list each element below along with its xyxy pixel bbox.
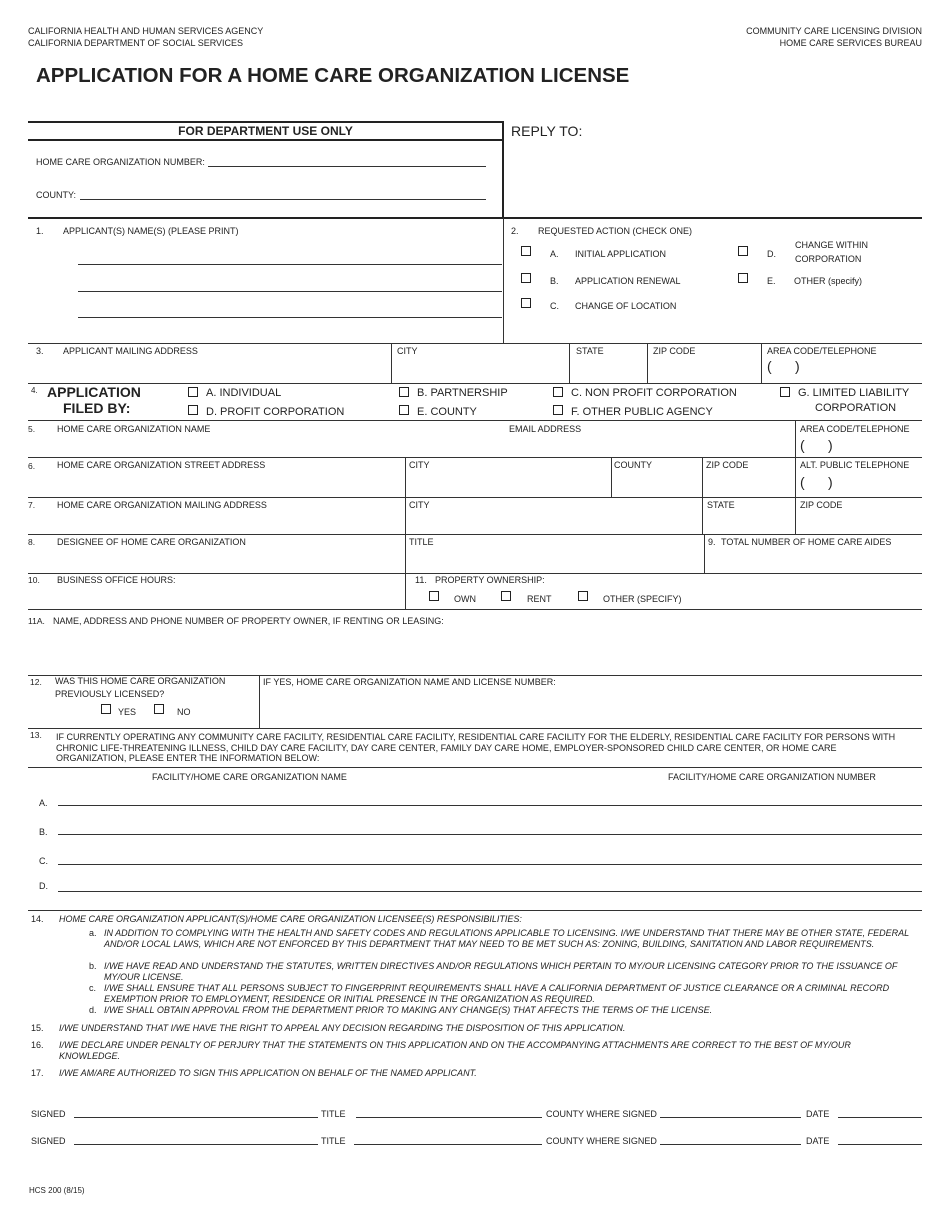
section-number: 9. bbox=[708, 537, 716, 547]
authorization-statement: I/WE AM/ARE AUTHORIZED TO SIGN THIS APPLICATION ON BEHALF OF THE NAMED APPLICANT. bbox=[59, 1068, 477, 1078]
department-use-heading: FOR DEPARTMENT USE ONLY bbox=[178, 124, 353, 138]
phone-label[interactable]: AREA CODE/TELEPHONE bbox=[767, 346, 877, 356]
previously-licensed-label: WAS THIS HOME CARE ORGANIZATION bbox=[55, 676, 226, 686]
section-number: 7. bbox=[28, 500, 36, 510]
other-ownership-label: OTHER (SPECIFY) bbox=[603, 594, 682, 604]
signed-label: SIGNED bbox=[31, 1136, 66, 1146]
zip-label[interactable]: ZIP CODE bbox=[653, 346, 696, 356]
facility-row-a[interactable] bbox=[58, 805, 922, 806]
change-of-location-label: CHANGE OF LOCATION bbox=[575, 301, 677, 311]
filed-by-label-2: FILED BY: bbox=[63, 400, 131, 416]
agency-name-2: CALIFORNIA DEPARTMENT OF SOCIAL SERVICES bbox=[28, 38, 244, 48]
zip-label[interactable]: ZIP CODE bbox=[706, 460, 749, 470]
section-number: 10. bbox=[28, 575, 40, 585]
other-specify-checkbox[interactable] bbox=[738, 273, 748, 283]
application-renewal-label: APPLICATION RENEWAL bbox=[575, 276, 681, 286]
title-field[interactable] bbox=[356, 1117, 542, 1118]
facility-row-d[interactable] bbox=[58, 891, 922, 892]
partnership-checkbox[interactable] bbox=[399, 387, 409, 397]
applicant-names-label: APPLICANT(S) NAME(S) (PLEASE PRINT) bbox=[63, 226, 239, 236]
applicant-name-line-1[interactable] bbox=[78, 264, 502, 265]
profit-corporation-checkbox[interactable] bbox=[188, 405, 198, 415]
facility-number-column-header: FACILITY/HOME CARE ORGANIZATION NUMBER bbox=[668, 772, 876, 782]
previous-license-label[interactable]: IF YES, HOME CARE ORGANIZATION NAME AND LICENSE NUMBER: bbox=[263, 677, 556, 687]
email-label[interactable]: EMAIL ADDRESS bbox=[509, 424, 582, 434]
item-letter: c. bbox=[89, 983, 97, 993]
limited-liability-corporation-checkbox[interactable] bbox=[780, 387, 790, 397]
change-of-location-checkbox[interactable] bbox=[521, 298, 531, 308]
date-label: DATE bbox=[806, 1109, 830, 1119]
facility-row-b[interactable] bbox=[58, 834, 922, 835]
org-mailing-address-label[interactable]: HOME CARE ORGANIZATION MAILING ADDRESS bbox=[57, 500, 267, 510]
initial-application-label: INITIAL APPLICATION bbox=[575, 249, 667, 259]
own-label: OWN bbox=[454, 594, 476, 604]
area-code-parens: ( ) bbox=[800, 474, 833, 490]
individual-label: A. INDIVIDUAL bbox=[206, 387, 282, 399]
other-public-agency-label: F. OTHER PUBLIC AGENCY bbox=[571, 406, 713, 418]
change-within-corporation-checkbox[interactable] bbox=[738, 246, 748, 256]
facility-name-column-header: FACILITY/HOME CARE ORGANIZATION NAME bbox=[152, 772, 347, 782]
county-option-label: E. COUNTY bbox=[417, 406, 477, 418]
item-letter: a. bbox=[89, 928, 97, 938]
responsibility-b: I/WE HAVE READ AND UNDERSTAND THE STATUTES, WRITTEN DIRECTIVES AND/OR REGULATIONS WHICH PERTAIN TO MY/OUR LICENSING CATEGORY PRIOR TO THE ISSUANCE OF MY/OUR LICENSE. bbox=[104, 961, 898, 982]
section-number: 15. bbox=[31, 1023, 44, 1033]
state-label[interactable]: STATE bbox=[576, 346, 604, 356]
title-field[interactable] bbox=[354, 1144, 542, 1145]
agency-name-1: CALIFORNIA HEALTH AND HUMAN SERVICES AGENCY bbox=[28, 26, 264, 36]
no-label: NO bbox=[177, 707, 191, 717]
business-hours-label[interactable]: BUSINESS OFFICE HOURS: bbox=[57, 575, 176, 585]
city-label[interactable]: CITY bbox=[409, 460, 430, 470]
org-number-field[interactable] bbox=[208, 166, 486, 167]
section-number: 2. bbox=[511, 226, 519, 236]
option-letter: A. bbox=[550, 249, 559, 259]
change-within-corporation-label: CHANGE WITHIN bbox=[795, 240, 868, 250]
responsibility-d: I/WE SHALL OBTAIN APPROVAL FROM THE DEPARTMENT PRIOR TO MAKING ANY CHANGE(S) THAT AFFECTS THE TERMS OF THE LICENSE. bbox=[104, 1005, 713, 1015]
row-letter: C. bbox=[39, 856, 48, 866]
organization-name-label[interactable]: HOME CARE ORGANIZATION NAME bbox=[57, 424, 211, 434]
zip-label[interactable]: ZIP CODE bbox=[800, 500, 843, 510]
section-number: 4. bbox=[31, 386, 38, 395]
appeal-right-statement: I/WE UNDERSTAND THAT I/WE HAVE THE RIGHT TO APPEAL ANY DECISION REGARDING THE DISPOSITION OF THIS APPLICATION. bbox=[59, 1023, 626, 1033]
title-label[interactable]: TITLE bbox=[409, 537, 434, 547]
responsibility-a: IN ADDITION TO COMPLYING WITH THE HEALTH AND SAFETY CODES AND REGULATIONS APPLICABLE TO LICENSING. I/WE UNDERSTAND THAT THERE MAY BE OTHER STATE, FEDERAL AND/OR LOCAL LAWS, WHICH ARE NOT ENFORCED BY THIS DEPARTMENT THAT MAY NEED TO BE MET SUCH AS: ZONING, BUILDING, SANITATION AND LABOR REQUIREMENTS. bbox=[104, 928, 909, 949]
section-number: 12. bbox=[30, 677, 42, 687]
facility-row-c[interactable] bbox=[58, 864, 922, 865]
city-label[interactable]: CITY bbox=[409, 500, 430, 510]
current-facilities-instructions: IF CURRENTLY OPERATING ANY COMMUNITY CARE FACILITY, RESIDENTIAL CARE FACILITY, RESIDENTIAL CARE FACILITY FOR THE ELDERLY, RESIDENTIAL CARE FACILITY FOR PERSONS WITH CHRONIC LIFE-THREATENING ILLNESS, CHILD DAY CARE FACILITY, DAY CARE CENTER, FAMILY DAY CARE HOME, EMPLOYER-SPONSORED CHILD CARE CENTER, OR HOME CARE ORGANIZATION, PLEASE ENTER THE INFORMATION BELOW: bbox=[56, 732, 896, 763]
responsibility-c: I/WE SHALL ENSURE THAT ALL PERSONS SUBJECT TO FINGERPRINT REQUIREMENTS SHALL HAVE A CALIFORNIA DEPARTMENT OF JUSTICE CLEARANCE OR A CRIMINAL RECORD EXEMPTION PRIOR TO EMPLOYMENT, RESIDENCE OR INITIAL PRESENCE IN THE ORGANIZATION AS REQUIRED. bbox=[104, 983, 890, 1004]
option-letter: B. bbox=[550, 276, 559, 286]
property-ownership-label: PROPERTY OWNERSHIP: bbox=[435, 575, 545, 585]
signed-label: SIGNED bbox=[31, 1109, 66, 1119]
county-signed-field[interactable] bbox=[660, 1117, 801, 1118]
item-letter: b. bbox=[89, 961, 97, 971]
section-number: 13. bbox=[30, 730, 42, 740]
section-number: 3. bbox=[36, 346, 44, 356]
option-letter: E. bbox=[767, 276, 776, 286]
property-owner-label[interactable]: NAME, ADDRESS AND PHONE NUMBER OF PROPERTY OWNER, IF RENTING OR LEASING: bbox=[53, 616, 444, 626]
designee-label[interactable]: DESIGNEE OF HOME CARE ORGANIZATION bbox=[57, 537, 246, 547]
section-number: 14. bbox=[31, 914, 44, 924]
title-label: TITLE bbox=[321, 1136, 346, 1146]
non-profit-corporation-label: C. NON PROFIT CORPORATION bbox=[571, 387, 737, 399]
application-renewal-checkbox[interactable] bbox=[521, 273, 531, 283]
change-within-corporation-label-2: CORPORATION bbox=[795, 254, 862, 264]
county-checkbox[interactable] bbox=[399, 405, 409, 415]
partnership-label: B. PARTNERSHIP bbox=[417, 387, 508, 399]
section-number: 16. bbox=[31, 1040, 44, 1050]
county-label[interactable]: COUNTY bbox=[614, 460, 652, 470]
own-checkbox[interactable] bbox=[429, 591, 439, 601]
area-code-parens: ( ) bbox=[767, 358, 800, 374]
division-name-1: COMMUNITY CARE LICENSING DIVISION bbox=[746, 26, 922, 36]
section-number: 11. bbox=[415, 575, 427, 585]
division-name-2: HOME CARE SERVICES BUREAU bbox=[779, 38, 922, 48]
perjury-declaration: I/WE DECLARE UNDER PENALTY OF PERJURY THAT THE STATEMENTS ON THIS APPLICATION AND ON THE ACCOMPANYING ATTACHMENTS ARE CORRECT TO THE BEST OF MY/OUR KNOWLEDGE. bbox=[59, 1040, 851, 1061]
applicant-name-line-3[interactable] bbox=[78, 317, 502, 318]
previously-licensed-no-checkbox[interactable] bbox=[154, 704, 164, 714]
section-number: 11A. bbox=[28, 616, 45, 626]
section-number: 17. bbox=[31, 1068, 44, 1078]
previously-licensed-label-2: PREVIOUSLY LICENSED? bbox=[55, 689, 165, 699]
county-signed-label: COUNTY WHERE SIGNED bbox=[546, 1109, 657, 1119]
city-label[interactable]: CITY bbox=[397, 346, 418, 356]
section-number: 6. bbox=[28, 461, 36, 471]
limited-liability-label-2: CORPORATION bbox=[815, 402, 897, 414]
row-letter: A. bbox=[39, 798, 48, 808]
signature-field[interactable] bbox=[74, 1117, 318, 1118]
county-field[interactable] bbox=[80, 199, 486, 200]
rent-label: RENT bbox=[527, 594, 552, 604]
non-profit-corporation-checkbox[interactable] bbox=[553, 387, 563, 397]
other-public-agency-checkbox[interactable] bbox=[553, 405, 563, 415]
county-signed-label: COUNTY WHERE SIGNED bbox=[546, 1136, 657, 1146]
option-letter: C. bbox=[550, 301, 559, 311]
date-label: DATE bbox=[806, 1136, 830, 1146]
rent-checkbox[interactable] bbox=[501, 591, 511, 601]
yes-label: YES bbox=[118, 707, 137, 717]
form-id: HCS 200 (8/15) bbox=[29, 1186, 85, 1195]
requested-action-label: REQUESTED ACTION (CHECK ONE) bbox=[538, 226, 693, 236]
filed-by-label: APPLICATION bbox=[47, 384, 141, 400]
option-letter: D. bbox=[767, 249, 776, 259]
total-aides-label[interactable]: TOTAL NUMBER OF HOME CARE AIDES bbox=[721, 537, 892, 547]
previously-licensed-yes-checkbox[interactable] bbox=[101, 704, 111, 714]
row-letter: B. bbox=[39, 827, 48, 837]
limited-liability-label: G. LIMITED LIABILITY bbox=[798, 387, 910, 399]
profit-corporation-label: D. PROFIT CORPORATION bbox=[206, 406, 345, 418]
alt-phone-label[interactable]: ALT. PUBLIC TELEPHONE bbox=[800, 460, 910, 470]
signature-field[interactable] bbox=[74, 1144, 318, 1145]
responsibilities-heading: HOME CARE ORGANIZATION APPLICANT(S)/HOME CARE ORGANIZATION LICENSEE(S) RESPONSIBILITIES: bbox=[59, 914, 522, 924]
mailing-address-label[interactable]: APPLICANT MAILING ADDRESS bbox=[63, 346, 198, 356]
other-ownership-checkbox[interactable] bbox=[578, 591, 588, 601]
section-number: 1. bbox=[36, 226, 44, 236]
date-field[interactable] bbox=[838, 1144, 922, 1145]
date-field[interactable] bbox=[838, 1117, 922, 1118]
other-specify-label: OTHER (specify) bbox=[794, 276, 863, 286]
row-letter: D. bbox=[39, 881, 48, 891]
title-label: TITLE bbox=[321, 1109, 346, 1119]
street-address-label[interactable]: HOME CARE ORGANIZATION STREET ADDRESS bbox=[57, 460, 266, 470]
reply-to-label: REPLY TO: bbox=[511, 123, 583, 139]
individual-checkbox[interactable] bbox=[188, 387, 198, 397]
phone-label[interactable]: AREA CODE/TELEPHONE bbox=[800, 424, 910, 434]
initial-application-checkbox[interactable] bbox=[521, 246, 531, 256]
county-signed-field[interactable] bbox=[660, 1144, 801, 1145]
applicant-name-line-2[interactable] bbox=[78, 291, 502, 292]
page-title: APPLICATION FOR A HOME CARE ORGANIZATION LICENSE bbox=[36, 64, 630, 87]
county-label: COUNTY: bbox=[36, 190, 77, 200]
item-letter: d. bbox=[89, 1005, 97, 1015]
section-number: 5. bbox=[28, 424, 36, 434]
section-number: 8. bbox=[28, 537, 36, 547]
area-code-parens: ( ) bbox=[800, 437, 833, 453]
org-number-label: HOME CARE ORGANIZATION NUMBER: bbox=[36, 157, 205, 167]
state-label[interactable]: STATE bbox=[707, 500, 735, 510]
